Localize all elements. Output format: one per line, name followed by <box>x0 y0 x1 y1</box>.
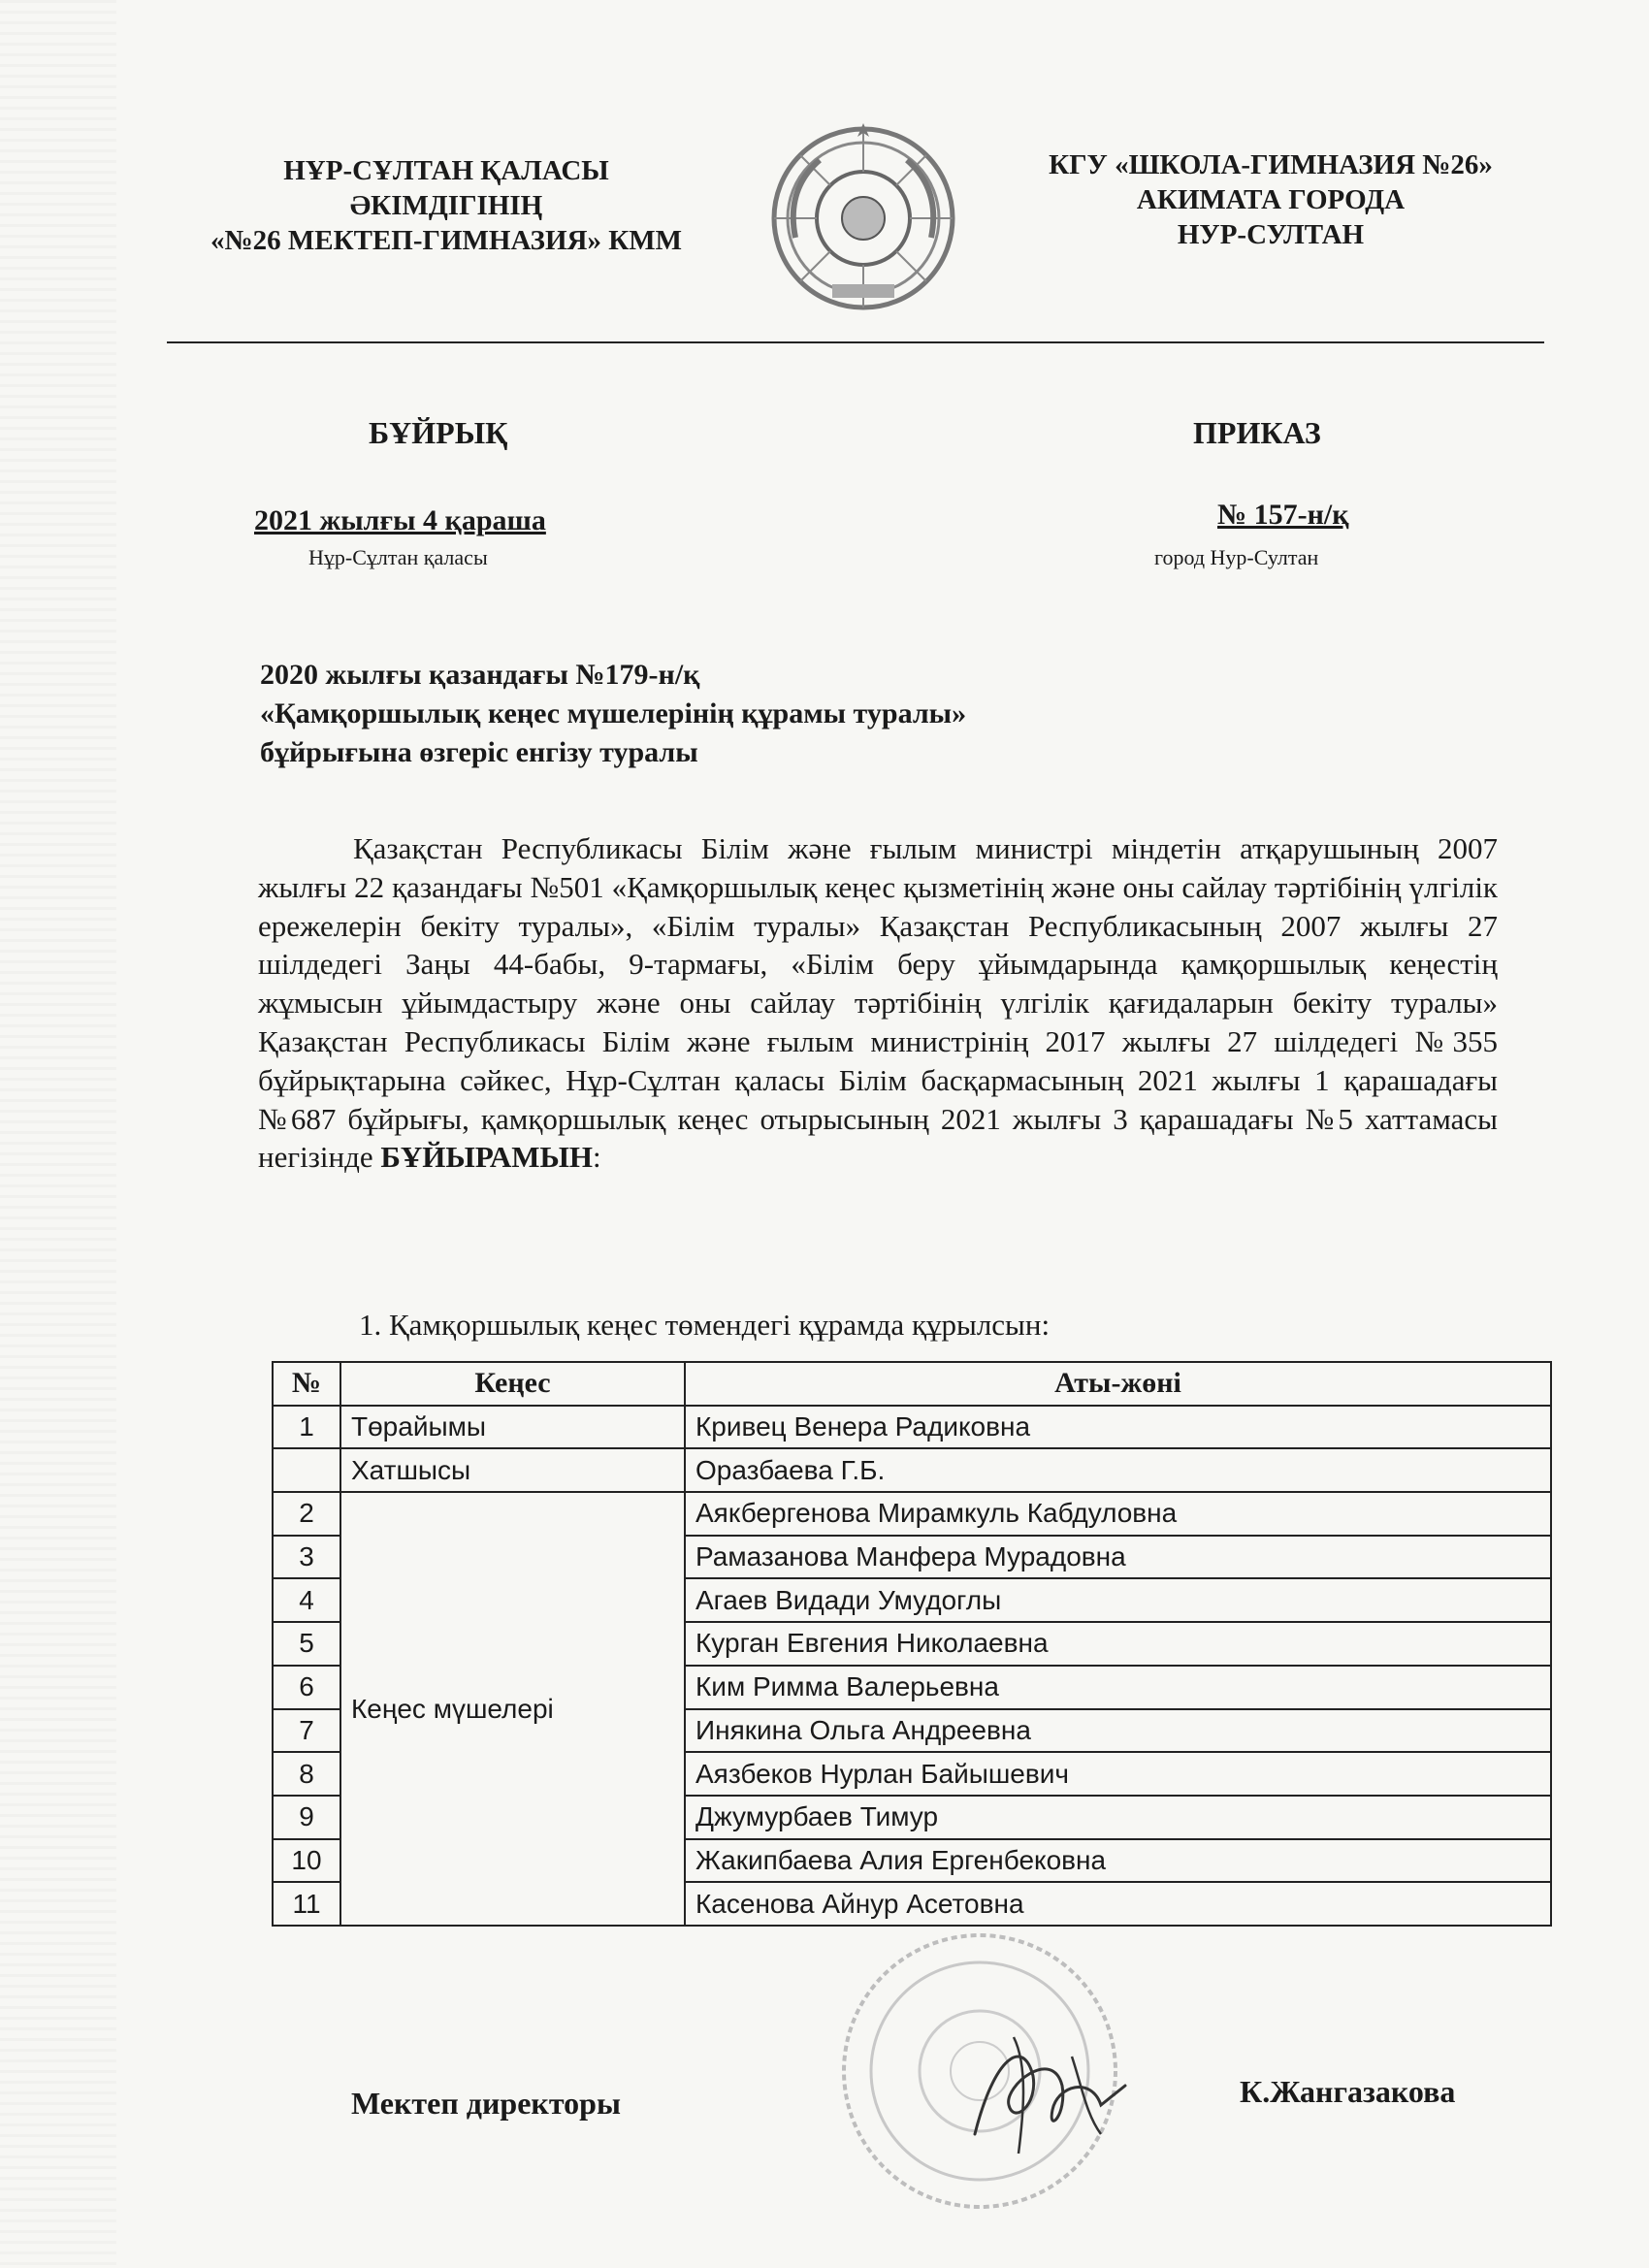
row-name: Касенова Айнур Асетовна <box>685 1882 1551 1926</box>
table-header-row <box>273 1362 1551 1406</box>
row-name: Джумурбаев Тимур <box>685 1796 1551 1839</box>
city-ru: город Нур-Султан <box>1154 545 1319 569</box>
row-number: 4 <box>273 1578 340 1622</box>
row-role: Төрайымы <box>340 1406 685 1449</box>
row-name: Аякбергенова Мирамкуль Кабдуловна <box>685 1492 1551 1536</box>
signer-name: К.Жангазакова <box>1240 2074 1456 2109</box>
handwritten-signature-icon <box>955 2018 1149 2163</box>
kazakhstan-state-emblem-icon <box>766 121 960 315</box>
row-name: Агаев Видади Умудоглы <box>685 1578 1551 1622</box>
header-right-line: КГУ «ШКОЛА-ГИМНАЗИЯ №26» <box>1049 149 1493 180</box>
row-number: 6 <box>273 1666 340 1709</box>
row-name: Курган Евгения Николаевна <box>685 1622 1551 1666</box>
order-date: 2021 жылғы 4 қараша <box>254 504 546 536</box>
row-name: Кривец Венера Радиковна <box>685 1406 1551 1449</box>
order-number: № 157-н/қ <box>1217 499 1349 531</box>
header-left-line: НҰР-СҰЛТАН ҚАЛАСЫ <box>283 155 609 186</box>
table-row <box>273 1406 1551 1449</box>
table-row <box>273 1448 1551 1492</box>
header-number: № <box>273 1362 340 1406</box>
city-kz: Нұр-Сұлтан қаласы <box>308 545 488 569</box>
subject-line: бұйрығына өзгеріс енгізу туралы <box>260 736 698 768</box>
row-number: 5 <box>273 1622 340 1666</box>
subject-line: «Қамқоршылық кеңес мүшелерінің құрамы туралы» <box>260 697 967 729</box>
point-1: 1. Қамқоршылық кеңес төмендегі құрамда құрылсын: <box>359 1308 1051 1342</box>
row-number: 10 <box>273 1839 340 1883</box>
doc-type-ru: ПРИКАЗ <box>1193 415 1321 450</box>
header-left-line: ӘКІМДІГІНІҢ <box>349 190 543 221</box>
body-paragraph: Қазақстан Республикасы Білім және ғылым министрі міндетін атқарушының 2007 жылғы 22 қазандағы №501 «Қамқоршылық кеңес қызметінің және оны сайлау тәртібінің үлгілік ережелерін бекіту туралы», «Білім туралы» Қазақстан Республикасының 2007 жылғы 27 шілдедегі Заңы 44-бабы, 9-тармағы, «Білім беру ұйымдарында қамқоршылық кеңестің жұмысын ұйымдастыру және оны сайлау тәртібінің үлгілік қағидаларын бекіту туралы» Қазақстан Республикасы Білім және ғылым министрінің 2017 жылғы 27 шілдедегі №355 бұйрықтарына сәйкес, Нұр-Сұлтан қаласы Білім басқармасының 2021 жылғы 1 қарашадағы №687 бұйрығы, қамқоршылық кеңес отырысының 2021 жылғы 3 қарашадағы №5 хаттамасы негізінде <box>258 831 1498 1175</box>
header-council: Кеңес <box>340 1362 685 1406</box>
command-colon: : <box>593 1140 601 1175</box>
header-left-line: «№26 МЕКТЕП-ГИМНАЗИЯ» КММ <box>210 225 683 256</box>
row-number: 11 <box>273 1882 340 1926</box>
subject-line: 2020 жылғы қазандағы №179-н/қ <box>260 659 700 691</box>
header-left-kz <box>155 153 737 258</box>
header-right-line: НУР-СУЛТАН <box>1177 219 1365 250</box>
order-subject <box>260 656 1327 772</box>
council-members-table <box>272 1361 1552 1927</box>
row-name: Рамазанова Манфера Мурадовна <box>685 1536 1551 1579</box>
row-name: Ким Римма Валерьевна <box>685 1666 1551 1709</box>
row-role: Хатшысы <box>340 1448 685 1492</box>
row-role-merged: Кеңес мүшелері <box>340 1492 685 1926</box>
row-number: 3 <box>273 1536 340 1579</box>
row-name: Инякина Ольга Андреевна <box>685 1709 1551 1753</box>
row-name: Оразбаева Г.Б. <box>685 1448 1551 1492</box>
table-row <box>273 1492 1551 1536</box>
command-word: БҰЙЫРАМЫН <box>380 1140 594 1175</box>
order-body <box>258 829 1498 1177</box>
row-number: 9 <box>273 1796 340 1839</box>
row-number: 2 <box>273 1492 340 1536</box>
doc-type-kz: БҰЙРЫҚ <box>369 415 508 450</box>
header-right-line: АКИМАТА ГОРОДА <box>1136 184 1406 215</box>
header-divider <box>167 341 1544 343</box>
row-number <box>273 1448 340 1492</box>
row-number: 1 <box>273 1406 340 1449</box>
row-name: Аязбеков Нурлан Байышевич <box>685 1752 1551 1796</box>
row-number: 7 <box>273 1709 340 1753</box>
scan-noise <box>0 0 116 2268</box>
row-number: 8 <box>273 1752 340 1796</box>
row-name: Жакипбаева Алия Ергенбековна <box>685 1839 1551 1883</box>
signer-title: Мектеп директоры <box>351 2086 621 2121</box>
header-right-ru <box>980 147 1562 252</box>
header-full-name: Аты-жөні <box>685 1362 1551 1406</box>
